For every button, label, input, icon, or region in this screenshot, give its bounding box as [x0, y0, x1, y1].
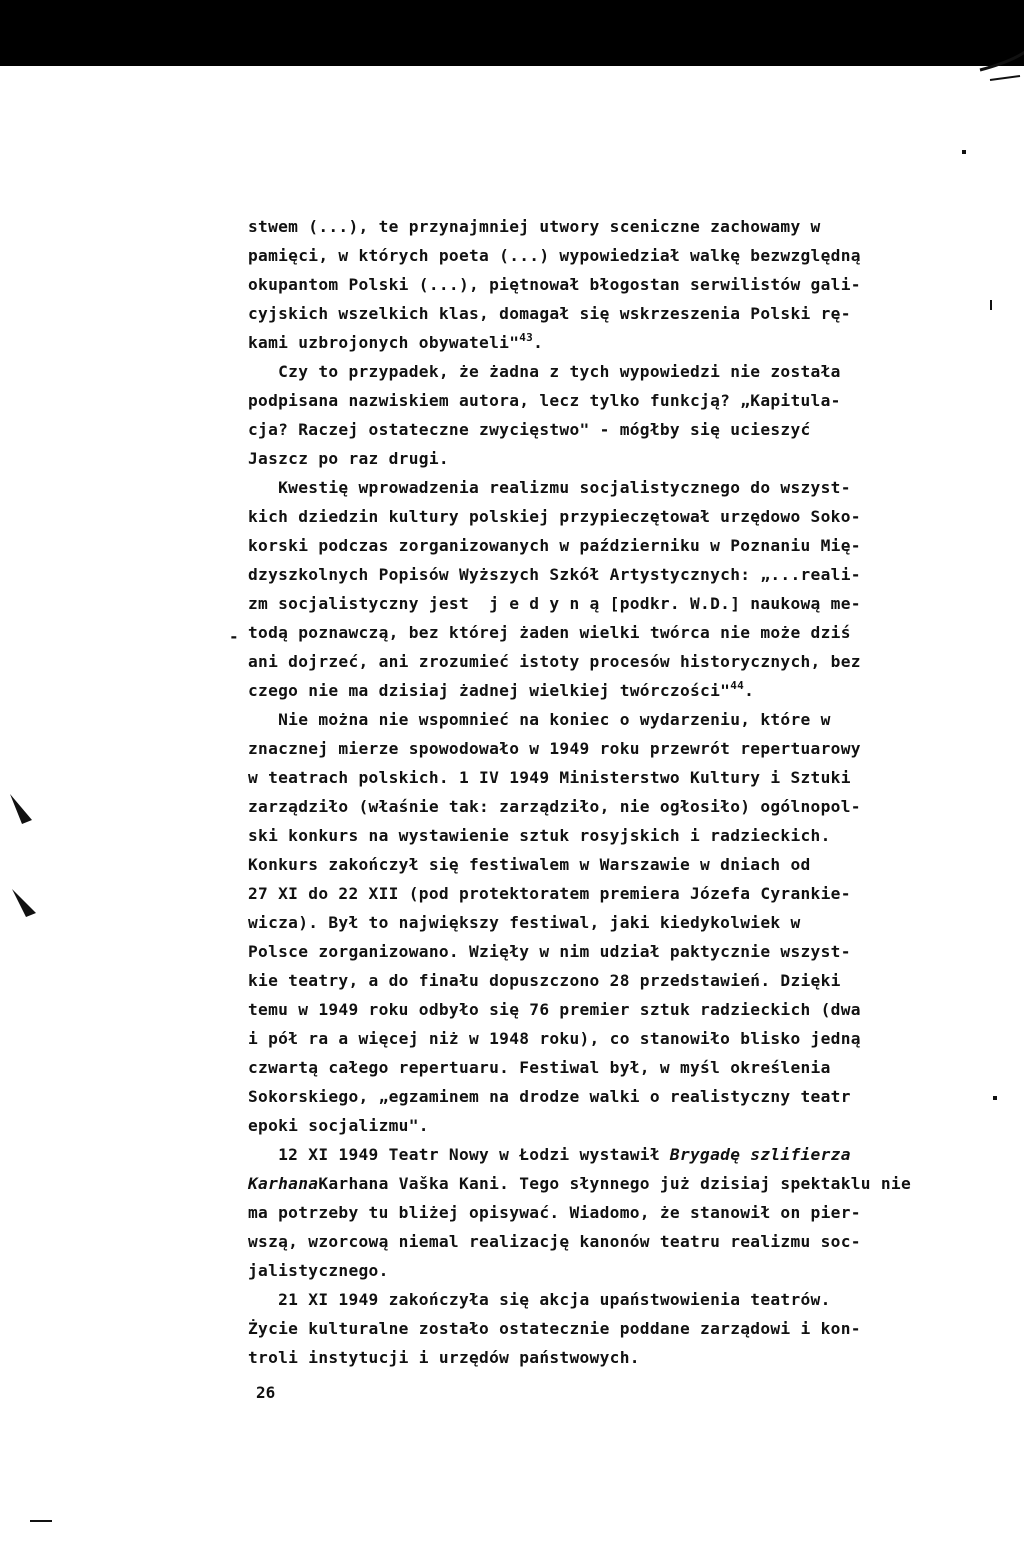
scan-corner-artifact [860, 40, 1024, 100]
text-line: pamięci, w których poeta (...) wypowiedział walkę bezwzględną [248, 246, 861, 265]
footnote-ref: 43 [519, 331, 534, 344]
text-line: ski konkurs na wystawienie sztuk rosyjskich i radzieckich. [248, 826, 831, 845]
text-line: i pół ra a więcej niż w 1948 roku), co stanowiło blisko jedną [248, 1029, 861, 1048]
text-line: zarządziło (właśnie tak: zarządziło, nie ogłosiło) ogólnopol- [248, 797, 861, 816]
text-line [248, 676, 980, 705]
text-line-end: . [744, 681, 755, 700]
text-line: cja? Raczej ostateczne zwycięstwo" - mógłby się ucieszyć [248, 420, 811, 439]
text-line: ani dojrzeć, ani zrozumieć istoty procesów historycznych, bez [248, 652, 861, 671]
text-line: korski podczas zorganizowanych w październiku w Poznaniu Mię- [248, 536, 861, 555]
text-line: todą poznawczą, bez której żaden wielki twórca nie może dziś [248, 623, 851, 642]
text-line: okupantom Polski (...), piętnował błogostan serwilistów gali- [248, 275, 861, 294]
scan-speck [993, 1096, 997, 1100]
text-line-content: kami uzbrojonych obywateli" [248, 333, 520, 352]
text-line: 21 XI 1949 zakończyła się akcja upaństwowienia teatrów. [248, 1290, 831, 1309]
text-line: kich dziedzin kultury polskiej przypieczętował urzędowo Soko- [248, 507, 861, 526]
text-line: Życie kulturalne zostało ostatecznie poddane zarządowi i kon- [248, 1319, 861, 1338]
text-line-content: czego nie ma dzisiaj żadnej wielkiej twórczości" [248, 681, 731, 700]
text-line: czwartą całego repertuaru. Festiwal był, w myśl określenia [248, 1058, 831, 1077]
text-line: 27 XI do 22 XII (pod protektoratem premiera Józefa Cyrankie- [248, 884, 851, 903]
text-line-end: . [533, 333, 544, 352]
text-line-content: 12 XI 1949 Teatr Nowy w Łodzi wystawił [248, 1145, 670, 1164]
margin-artifact [8, 885, 38, 925]
text-line: jalistycznego. [248, 1261, 389, 1280]
text-line: znacznej mierze spowodowało w 1949 roku przewrót repertuarowy [248, 739, 861, 758]
text-line: wicza). Był to największy festiwal, jaki kiedykolwiek w [248, 913, 801, 932]
footnote-ref: 44 [730, 679, 745, 692]
scan-speck [962, 150, 966, 154]
text-line: kie teatry, a do finału dopuszczono 28 przedstawień. Dzięki [248, 971, 841, 990]
text-line: epoki socjalizmu". [248, 1116, 429, 1135]
text-line: Czy to przypadek, że żadna z tych wypowiedzi nie została [248, 362, 841, 381]
text-line [248, 328, 980, 357]
text-line-content: Karhana Vaška Kani. Tego słynnego już dzisiaj spektaklu nie [318, 1174, 912, 1193]
text-line [248, 1169, 980, 1198]
italic-title: Brygadę szlifierza [669, 1145, 851, 1164]
text-line: ma potrzeby tu bliżej opisywać. Wiadomo, że stanowił on pier- [248, 1203, 861, 1222]
text-line: Sokorskiego, „egzaminem na drodze walki o realistyczny teatr [248, 1087, 851, 1106]
text-line: stwem (...), te przynajmniej utwory sceniczne zachowamy w [248, 217, 821, 236]
margin-artifact [6, 790, 36, 830]
text-line: Nie można nie wspomnieć na koniec o wydarzeniu, które w [248, 710, 831, 729]
text-line: troli instytucji i urzędów państwowych. [248, 1348, 640, 1367]
text-line: cyjskich wszelkich klas, domagał się wskrzeszenia Polski rę- [248, 304, 851, 323]
text-line: Kwestię wprowadzenia realizmu socjalistycznego do wszyst- [248, 478, 851, 497]
text-line: dzyszkolnych Popisów Wyższych Szkół Artystycznych: „...reali- [248, 565, 861, 584]
text-line: wszą, wzorcową niemal realizację kanonów teatru realizmu soc- [248, 1232, 861, 1251]
italic-title: Karhana [248, 1174, 319, 1193]
margin-dash: - [229, 627, 239, 646]
page-number: 26 [256, 1383, 276, 1402]
body-text [248, 212, 980, 1372]
scan-speck [990, 300, 992, 310]
text-line: podpisana nazwiskiem autora, lecz tylko funkcją? „Kapitula- [248, 391, 841, 410]
text-line: Jaszcz po raz drugi. [248, 449, 449, 468]
text-line: Konkurs zakończył się festiwalem w Warszawie w dniach od [248, 855, 811, 874]
scan-speck [30, 1520, 52, 1522]
text-line: Polsce zorganizowano. Wzięły w nim udział paktycznie wszyst- [248, 942, 851, 961]
text-line: w teatrach polskich. 1 IV 1949 Ministerstwo Kultury i Sztuki [248, 768, 851, 787]
text-line: temu w 1949 roku odbyło się 76 premier sztuk radzieckich (dwa [248, 1000, 861, 1019]
text-line [248, 1140, 980, 1169]
text-line: zm socjalistyczny jest j e d y n ą [podkr. W.D.] naukową me- [248, 594, 861, 613]
